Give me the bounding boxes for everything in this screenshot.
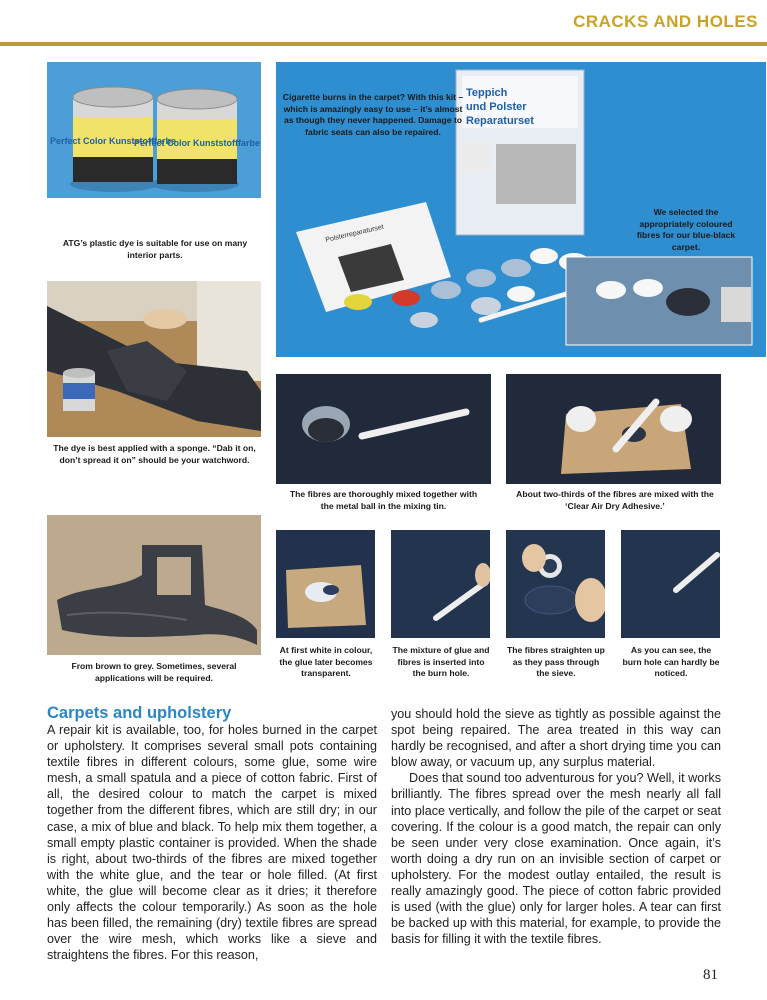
header-rule <box>0 42 767 46</box>
can-label-right: Perfect Color Kunststofffarbe <box>133 138 261 148</box>
caption-white-glue: At first white in colour, the glue later becomes transparent. <box>279 645 373 678</box>
caption-two-thirds: About two-thirds of the fibres are mixed with the ‘Clear Air Dry Adhesive.’ <box>516 489 714 511</box>
article-paragraph: you should hold the sieve as tightly as possible against the spot being repaired. The area treated in this way can hardly be recognised, and after a short drying time you can blow away, or vacuum up, any surplus material. <box>391 707 721 770</box>
adhesive-illustration <box>506 374 721 484</box>
article-paragraph: A repair kit is available, too, for holes burned in the carpet or upholstery. It comprises several small pots containing textile fibres in different colours, some glue, some wire mesh, a small spatula and a piece of cotton fabric. First of all, the desired colour to match the carpet is mixed together from the different fibres, which are still dry; in our case, a mix of blue and black. To help mix them together, a small empty plastic container is provided. When the shade is right, about two-thirds of the fibres are mixed together with the white glue, and the tear or hole filled. (At first white, the glue will become clear as it dries; it therefore only affects the colour temporarily.) As soon as the hole has been filled, the remaining (dry) textile fibres are spread over the wire mesh, which works like a sieve and straightens the fibres. For this reason, <box>47 723 377 963</box>
article-column-left <box>47 722 377 963</box>
caption-burns: Cigarette burns in the carpet? With this kit – which is amazingly easy to use – it’s almost as though they never happened. Damage to fabric seats can also be repaired. <box>282 92 464 137</box>
kit-title-3: Reparaturset <box>466 115 534 127</box>
kit-title-2: und Polster <box>466 101 527 113</box>
photo-sponge-dashboard <box>47 281 261 437</box>
spatula-illustration <box>391 530 490 638</box>
photo-white-glue <box>276 530 375 638</box>
article-column-right <box>391 706 721 947</box>
page-number: 81 <box>703 967 718 983</box>
caption-mixed: The fibres are thoroughly mixed together with the metal ball in the mixing tin. <box>289 489 478 511</box>
mixing-tin-illustration <box>276 374 491 484</box>
dashboard-illustration <box>47 515 261 655</box>
can-label-left: Perfect Color Kunststofffarbe <box>49 136 177 146</box>
sieve-illustration <box>506 530 605 638</box>
article-paragraph: Does that sound too adventurous for you? Well, it works brilliantly. The fibres spread over the mesh nearly all fall into place vertically, and follow the pile of the carpet or seat covering. If the colour is a good match, the repair can only be seen under very close examination. Once again, it’s worth doing a dry run on an invisible section of carpet or upholstery. For the modest outlay entailed, the result is really amazingly good. The piece of cotton fabric provided is used (with the glue) only for larger holes. A tear can first be backed up with this material, for example, to provide the basis for filling it with the textile fibres. <box>391 771 721 947</box>
section-heading: Carpets and upholstery <box>47 704 232 722</box>
glue-illustration <box>276 530 375 638</box>
photo-mixture-inserted <box>391 530 490 638</box>
caption-sieve: The fibres straighten up as they pass through the sieve. <box>507 645 605 678</box>
caption-brown-grey: From brown to grey. Sometimes, several applications will be required. <box>71 661 237 683</box>
caption-as-you-see: As you can see, the burn hole can hardly be noticed. <box>622 645 720 678</box>
paint-cans-illustration <box>47 62 261 198</box>
photo-as-you-see <box>621 530 720 638</box>
caption-inserted: The mixture of glue and fibres is inserted into the burn hole. <box>392 645 490 678</box>
photo-sieve <box>506 530 605 638</box>
photo-fibres-mixed <box>276 374 491 484</box>
finished-repair-illustration <box>621 530 720 638</box>
sponge-illustration <box>47 281 261 437</box>
caption-dye: ATG’s plastic dye is suitable for use on many interior parts. <box>62 238 248 260</box>
photo-grey-dashboard <box>47 515 261 655</box>
caption-fibres-selected: We selected the appropriately coloured fibres for our blue-black carpet. <box>636 207 736 252</box>
kit-title-1: Teppich <box>466 87 508 99</box>
photo-paint-cans <box>47 62 261 198</box>
leaflet-title: Polsterreparaturset <box>324 223 385 244</box>
photo-two-thirds <box>506 374 721 484</box>
running-header: CRACKS AND HOLES <box>573 12 758 31</box>
caption-sponge: The dye is best applied with a sponge. “Dab it on, don’t spread it on” should be your watchword. <box>53 443 256 465</box>
